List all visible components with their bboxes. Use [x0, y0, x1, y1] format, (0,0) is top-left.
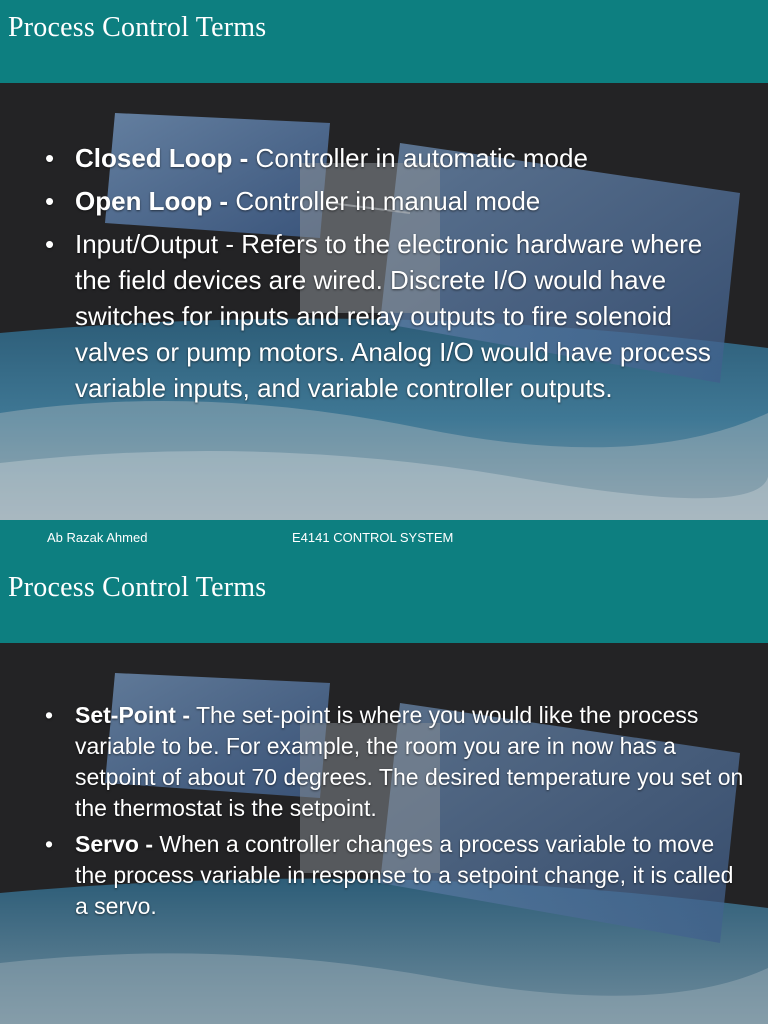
bullet-term: Open Loop -	[75, 186, 229, 216]
bullet-text: Controller in manual mode	[228, 186, 541, 216]
slide-title: Process Control Terms	[8, 12, 267, 43]
bullet-term: Set-Point -	[75, 702, 190, 728]
bullet-text: Input/Output - Refers to the electronic hardware where the field devices are wired. Discrete I/O would have switches for inputs and relay outputs to fire solenoid valves or pump motors. Analog I/O would have process variable inputs, and variable controller outputs.	[75, 229, 711, 403]
slide-title-bar	[0, 560, 768, 643]
bullet-text: The set-point is where you would like the process variable to be. For example, the room you are in now has a setpoint of about 70 degrees. The desired temperature you set on the thermostat is the setpoint.	[75, 702, 744, 821]
bullet-item-servo	[75, 829, 745, 922]
bullet-item-open-loop	[75, 183, 745, 219]
slide-title: Process Control Terms	[8, 572, 267, 603]
slide-footer	[0, 520, 768, 560]
bullet-item-closed-loop	[75, 140, 745, 176]
footer-course: E4141 CONTROL SYSTEM	[292, 530, 454, 545]
bullet-item-set-point	[75, 700, 745, 824]
bullet-list	[75, 700, 745, 927]
slide-title-bar	[0, 0, 768, 83]
bullet-text: When a controller changes a process variable to move the process variable in response to a setpoint change, it is called a servo.	[75, 831, 734, 919]
bullet-text: Controller in automatic mode	[248, 143, 588, 173]
bullet-term: Closed Loop -	[75, 143, 249, 173]
bullet-list	[75, 140, 745, 413]
footer-author: Ab Razak Ahmed	[47, 530, 148, 545]
slide-2	[0, 560, 768, 1024]
bullet-term: Servo -	[75, 831, 153, 857]
bullet-item-input-output	[75, 226, 745, 406]
